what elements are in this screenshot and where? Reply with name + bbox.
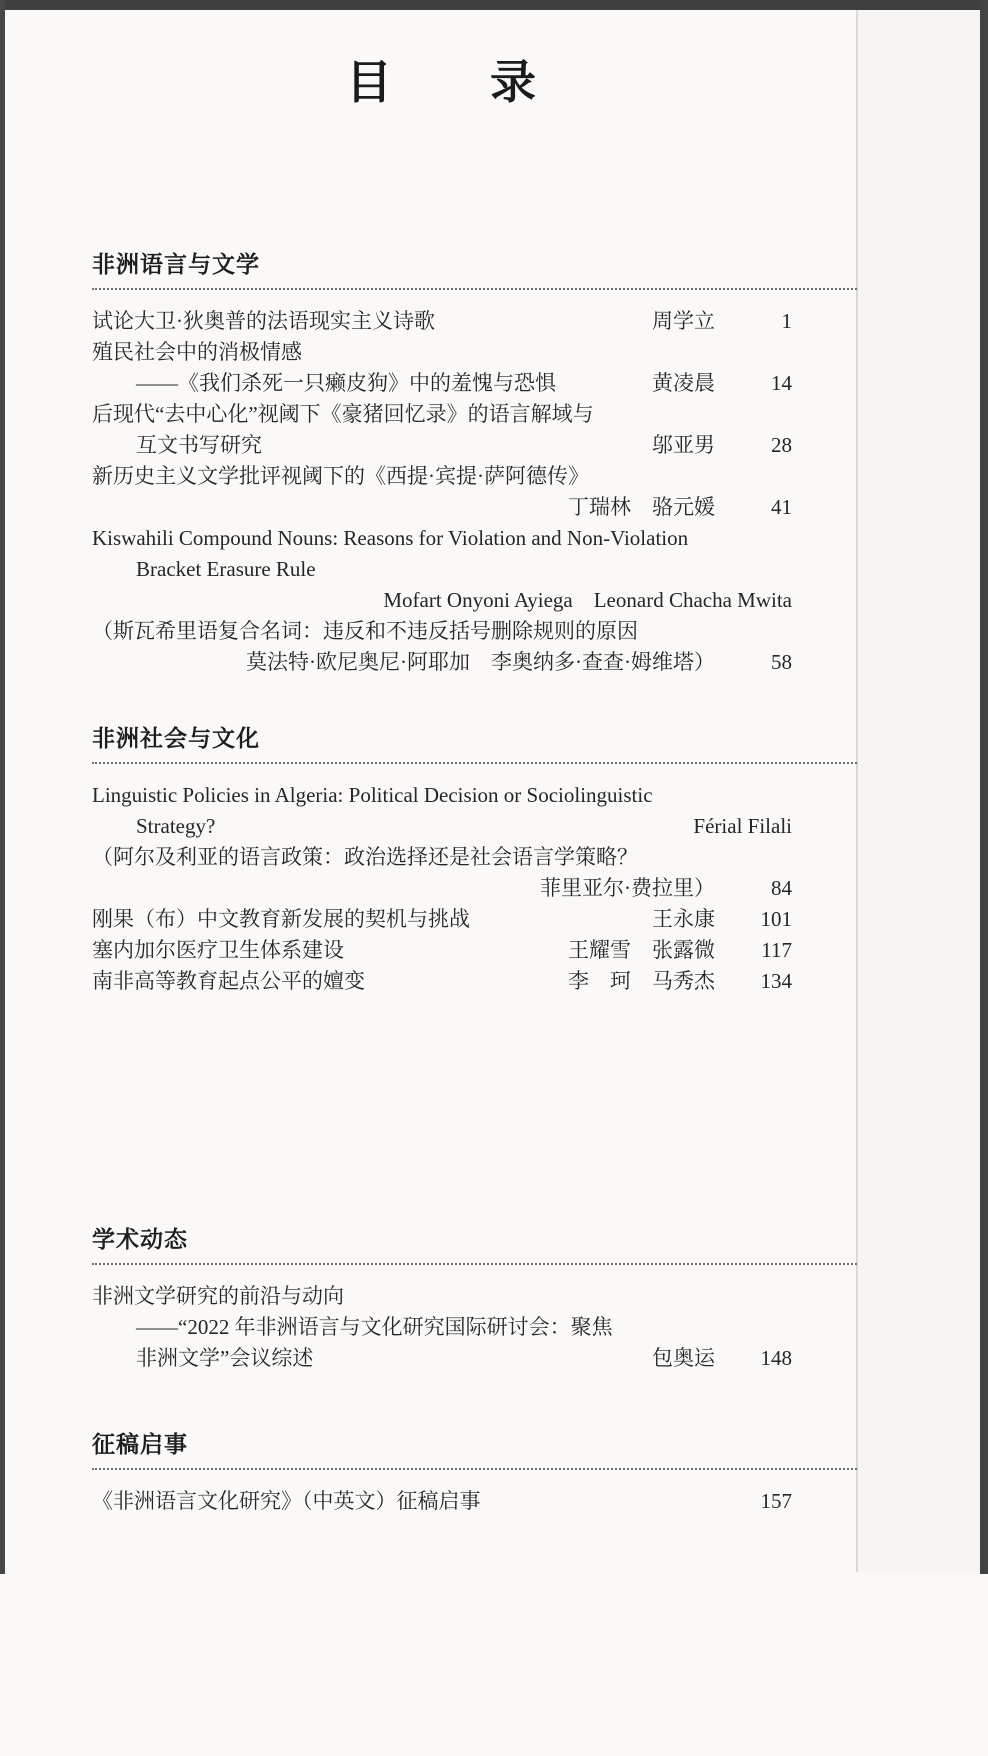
- entry-page-number: 101: [760, 907, 792, 931]
- entry-author: 丁瑞林 骆元媛: [568, 495, 715, 519]
- toc-row: [92, 780, 792, 811]
- entry-title-continued: 互文书写研究: [136, 433, 262, 457]
- toc-page: [92, 0, 857, 1517]
- entry-translation: （斯瓦希里语复合名词：违反和不违反括号删除规则的原因: [92, 619, 638, 643]
- entry-page-number: 134: [760, 969, 792, 993]
- dotted-rule: [92, 1263, 857, 1265]
- entry-subtitle: ——“2022 年非洲语言与文化研究国际研讨会：聚焦: [136, 1315, 613, 1339]
- toc-row: [92, 554, 792, 585]
- entry-author: 周学立: [652, 309, 715, 333]
- entry-author: 莫法特·欧尼奥尼·阿耶加 李奥纳多·查查·姆维塔）: [246, 650, 715, 674]
- toc-row: [92, 811, 792, 842]
- section-call-for-papers: [92, 1426, 857, 1517]
- toc-row: [92, 1486, 792, 1517]
- entry-author: 包奥运: [652, 1346, 715, 1370]
- section-african-language-literature: [92, 246, 857, 678]
- toc-row: [92, 842, 792, 873]
- toc-row: [92, 461, 792, 492]
- section-entries: [92, 780, 857, 997]
- entry-author: Mofart Onyoni Ayiega Leonard Chacha Mwita: [383, 588, 792, 612]
- entry-page-number: 1: [781, 309, 792, 333]
- entry-title: 后现代“去中心化”视阈下《豪猪回忆录》的语言解域与: [92, 402, 594, 426]
- entry-author: Férial Filali: [693, 814, 792, 838]
- toc-row: [92, 935, 792, 966]
- toc-row: [92, 1281, 792, 1312]
- entry-title: 塞内加尔医疗卫生体系建设: [92, 938, 344, 962]
- entry-title: 《非洲语言文化研究》（中英文）征稿启事: [92, 1489, 481, 1513]
- entry-author: 菲里亚尔·费拉里）: [540, 876, 715, 900]
- entry-title: 新历史主义文学批评视阈下的《西提·宾提·萨阿德传》: [92, 464, 589, 488]
- section-heading: 非洲社会与文化: [92, 726, 260, 752]
- section-entries: [92, 306, 857, 678]
- entry-author: 李 珂 马秀杰: [568, 969, 715, 993]
- entry-page-number: 28: [771, 433, 792, 457]
- scan-edge-left: [0, 0, 5, 1574]
- section-african-society-culture: [92, 720, 857, 997]
- entry-author: 王永康: [652, 907, 715, 931]
- entry-page-number: 117: [761, 938, 792, 962]
- toc-row: [92, 1343, 792, 1374]
- page-title: 目 录: [346, 55, 538, 109]
- section-entries: [92, 1281, 857, 1374]
- entry-title: Linguistic Policies in Algeria: Political Decision or Sociolinguistic: [92, 783, 653, 807]
- toc-row: [92, 306, 792, 337]
- entry-title-continued: Strategy?: [136, 814, 216, 838]
- toc-row: [92, 873, 792, 904]
- entry-subtitle: ——《我们杀死一只癞皮狗》中的羞愧与恐惧: [136, 371, 556, 395]
- toc-row: [92, 337, 792, 368]
- section-heading: 征稿启事: [92, 1432, 188, 1458]
- entry-author: 邬亚男: [652, 433, 715, 457]
- toc-row: [92, 523, 792, 554]
- entry-page-number: 157: [760, 1489, 792, 1513]
- toc-row: [92, 647, 792, 678]
- entry-title: 试论大卫·狄奥普的法语现实主义诗歌: [92, 309, 435, 333]
- entry-title: 殖民社会中的消极情感: [92, 340, 302, 364]
- entry-title: 非洲文学研究的前沿与动向: [92, 1284, 344, 1308]
- toc-row: [92, 966, 792, 997]
- entry-title: 刚果（布）中文教育新发展的契机与挑战: [92, 907, 470, 931]
- scan-page-shadow: [858, 10, 980, 1572]
- toc-row: [92, 1312, 792, 1343]
- dotted-rule: [92, 1468, 857, 1470]
- entry-page-number: 84: [771, 876, 792, 900]
- toc-row: [92, 492, 792, 523]
- entry-author: 王耀雪 张露微: [568, 938, 715, 962]
- section-academic-trends: [92, 1221, 857, 1374]
- section-entries: [92, 1486, 857, 1517]
- toc-row: [92, 368, 792, 399]
- entry-title: 南非高等教育起点公平的嬗变: [92, 969, 365, 993]
- entry-title-continued: Bracket Erasure Rule: [136, 557, 316, 581]
- toc-row: [92, 399, 792, 430]
- toc-row: [92, 430, 792, 461]
- entry-translation: （阿尔及利亚的语言政策：政治选择还是社会语言学策略？: [92, 845, 638, 869]
- entry-page-number: 14: [771, 371, 792, 395]
- toc-row: [92, 616, 792, 647]
- toc-row: [92, 904, 792, 935]
- entry-page-number: 58: [771, 650, 792, 674]
- entry-page-number: 148: [760, 1346, 792, 1370]
- section-heading: 非洲语言与文学: [92, 252, 260, 278]
- section-heading: 学术动态: [92, 1227, 188, 1253]
- entry-subtitle-continued: 非洲文学”会议综述: [136, 1346, 314, 1370]
- toc-row: [92, 585, 792, 616]
- scan-edge-right: [980, 0, 988, 1574]
- entry-author: 黄凌晨: [652, 371, 715, 395]
- dotted-rule: [92, 288, 857, 290]
- entry-title: Kiswahili Compound Nouns: Reasons for Violation and Non-Violation: [92, 526, 689, 550]
- entry-page-number: 41: [771, 495, 792, 519]
- dotted-rule: [92, 762, 857, 764]
